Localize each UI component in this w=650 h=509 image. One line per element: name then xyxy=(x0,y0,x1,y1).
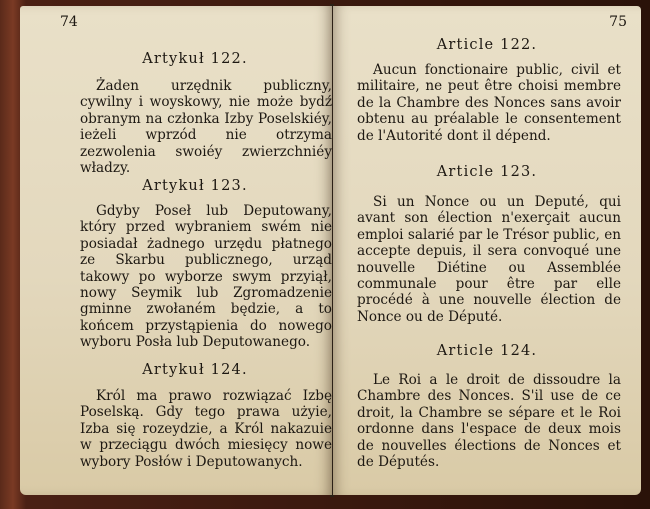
article-heading: Artykuł 122. xyxy=(142,51,248,67)
article-text: Żaden urzędnik publiczny, cywilny i woyskowy, nie może bydź obranym na członka Izby Poselskiéy, ieżeli wprzód nie otrzyma zezwolenia swoiéy zwierzchniéy władzy. xyxy=(80,78,332,177)
article-text: Si un Nonce ou un Deputé, qui avant son élection n'exerçait aucun emploi salarié par le Trésor public, en accepte depuis, il sera convoqué une nouvelle Diétine ou Assemblée communale pour être par elle procédé à une nouvelle élection de Nonce ou de Député. xyxy=(357,194,621,325)
article-text: Le Roi a le droit de dissoudre la Chambre des Nonces. S'il use de ce droit, la Chambre se sépare et le Roi ordonne dans l'espace de deux mois de nouvelles élections de Nonces et de Députés. xyxy=(357,372,621,471)
article-text: Aucun fonctionaire public, civil et militaire, ne peut être choisi membre de la Chambre des Nonces sans avoir obtenu au préalable le consentement de l'Autorité dont il dépend. xyxy=(357,62,621,144)
article-heading: Article 124. xyxy=(436,343,538,359)
article-heading: Article 123. xyxy=(436,164,538,180)
page-number: 75 xyxy=(609,14,627,30)
right-page xyxy=(333,6,641,495)
article-text: Król ma prawo rozwiązać Izbę Poselską. Gdy tego prawa użyie, Izba się rozeydzie, a Król nakazuie w przeciągu dwóch miesięcy nowe wybory Posłów i Deputowanych. xyxy=(80,388,332,470)
left-page xyxy=(20,6,332,495)
article-text: Gdyby Poseł lub Deputowany, który przed wybraniem swém nie posiadał żadnego urzędu płatnego ze Skarbu publicznego, urząd takowy po wyborze swym przyiął, nowy Seymik lub Zgromadzenie gminne zwołaném będzie, a to końcem przystąpienia do nowego wyboru Posła lub Deputowanego. xyxy=(80,203,332,351)
article-heading: Artykuł 124. xyxy=(142,362,248,378)
article-heading: Article 122. xyxy=(436,37,538,53)
article-heading: Artykuł 123. xyxy=(142,178,248,194)
page-number: 74 xyxy=(60,14,78,30)
